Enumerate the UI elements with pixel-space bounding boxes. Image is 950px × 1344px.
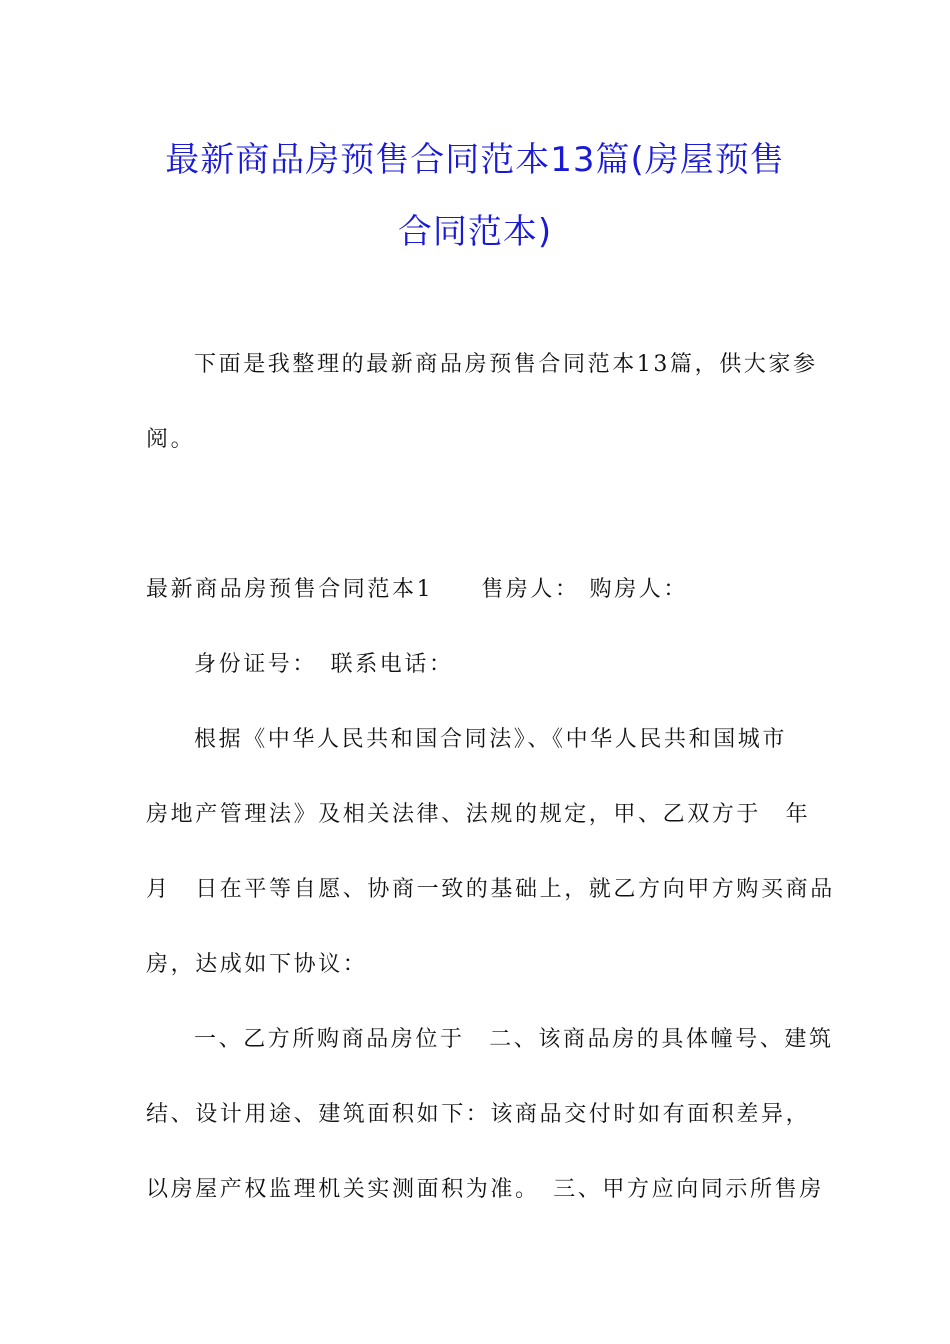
contract-heading-line: [146, 572, 806, 603]
para2-line-3: 以房屋产权监理机关实测面积为准。 三、甲方应向同示所售房: [146, 1177, 824, 1202]
id-phone-line: 身份证号： 联系电话：: [194, 652, 454, 677]
para1-line-4: 房，达成如下协议：: [146, 952, 368, 977]
para1-line-1: 根据《中华人民共和国合同法》、《中华人民共和国城市: [194, 727, 788, 752]
document-title-line-2: 合同范本): [397, 212, 553, 252]
intro-line-1: 下面是我整理的最新商品房预售合同范本13篇，供大家参: [194, 352, 818, 377]
document-title-line-1: 最新商品房预售合同范本13篇(房屋预售: [165, 140, 785, 180]
intro-line-2: 阅。: [146, 427, 196, 452]
para2-line-1: 一、乙方所购商品房位于 二、该商品房的具体幢号、建筑: [194, 1027, 834, 1052]
contract-heading: 最新商品房预售合同范本1: [146, 577, 434, 602]
para1-line-3: 月 日在平等自愿、协商一致的基础上，就乙方向甲方购买商品: [146, 877, 835, 902]
buyer-label: 购房人：: [589, 577, 689, 602]
seller-label: 售房人：: [481, 577, 580, 602]
para2-line-2: 结、设计用途、建筑面积如下：该商品交付时如有面积差异，: [146, 1102, 811, 1127]
para1-line-2: 房地产管理法》及相关法律、法规的规定，甲、乙双方于 年: [146, 802, 811, 827]
